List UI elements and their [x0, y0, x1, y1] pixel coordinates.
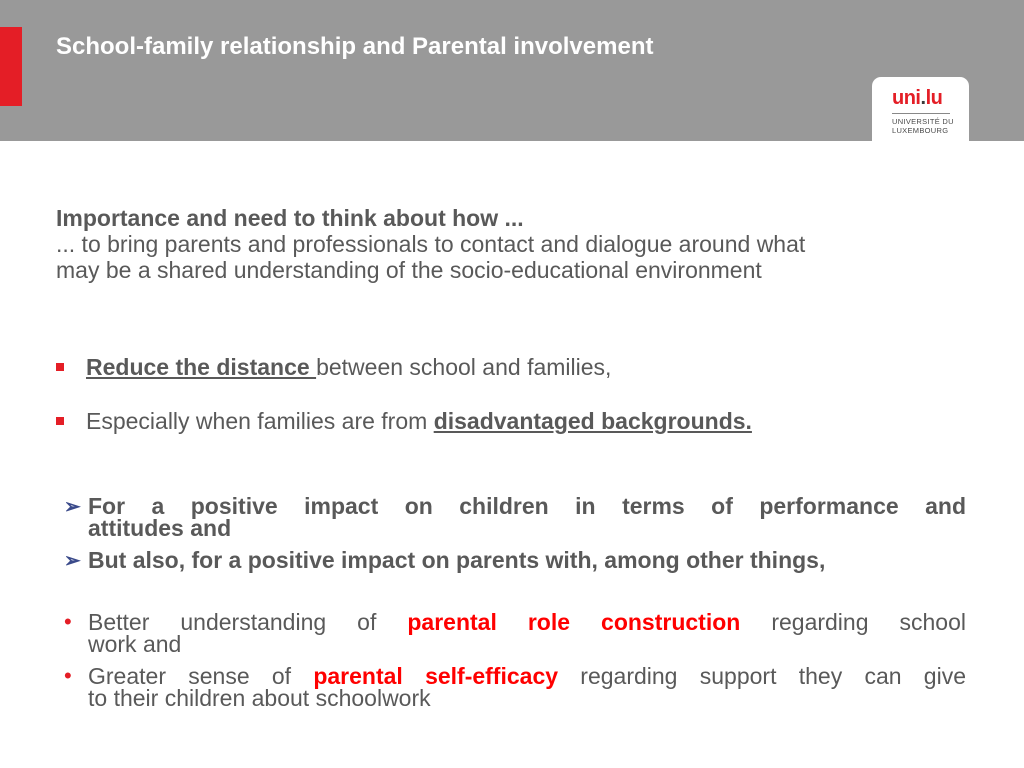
arrow-bullet-line-1: For a positive impact on children in terms of performance and [88, 493, 966, 519]
arrow-bullet-icon: ➢ [64, 550, 81, 572]
logo-subtitle [892, 117, 954, 135]
header-band [0, 0, 1024, 141]
dot-bullet-text [88, 665, 966, 709]
dot-bullet-text [88, 611, 966, 655]
emphasis-self-efficacy: parental self-efficacy [313, 663, 559, 689]
intro-line-2: may be a shared understanding of the socio-educational environment [56, 257, 762, 283]
intro-block [56, 205, 956, 283]
university-logo [872, 77, 969, 141]
arrow-bullet-item-2 [64, 549, 966, 573]
emphasis-reduce-distance: Reduce the distance [86, 354, 317, 380]
dot-bullet-line-2: to their children about schoolwork [88, 685, 431, 711]
emphasis-disadvantaged: disadvantaged backgrounds. [433, 408, 752, 434]
slide-title: School-family relationship and Parental involvement [56, 33, 654, 60]
arrow-bullet-line-2: attitudes and [88, 515, 232, 541]
logo-mark [892, 88, 942, 108]
dot-bullet-icon: • [64, 609, 72, 634]
arrow-bullet-line-1: But also, for a positive impact on parents with, among other things, [88, 547, 826, 573]
dot-bullet-lead: Better understanding of [88, 609, 408, 635]
logo-line-2: LUXEMBOURG [892, 126, 949, 135]
dot-bullet-item-1 [64, 611, 966, 657]
square-bullet-icon [56, 417, 64, 425]
square-bullet-text [86, 354, 611, 380]
arrow-bullet-icon: ➢ [64, 496, 81, 518]
dot-bullet-lead: Greater sense of [88, 663, 314, 689]
arrow-bullet-item-1 [64, 495, 966, 541]
square-bullet-lead: Especially when families are from [86, 408, 434, 434]
dot-bullet-icon: • [64, 663, 72, 688]
logo-line-1: UNIVERSITÉ DU [892, 117, 954, 126]
logo-mark-lu: lu [925, 87, 943, 109]
arrow-bullet-text [88, 549, 966, 571]
square-bullet-icon [56, 363, 64, 371]
intro-heading: Importance and need to think about how ... [56, 205, 524, 231]
dot-bullet-item-2 [64, 665, 966, 711]
logo-mark-uni: uni [892, 87, 921, 109]
logo-divider [892, 113, 950, 114]
red-accent-bar [0, 27, 22, 106]
dot-bullet-line-2: work and [88, 631, 182, 657]
emphasis-role-construction: parental role construction [407, 609, 741, 635]
intro-line-1: ... to bring parents and professionals to contact and dialogue around what [56, 231, 806, 257]
dot-bullet-rest: regarding support they can give [558, 663, 966, 689]
square-bullet-text [86, 408, 752, 434]
square-bullet-rest: between school and families, [316, 354, 612, 380]
logo-mark-dot: . [920, 87, 926, 109]
dot-bullet-rest: regarding school [740, 609, 966, 635]
dot-bullet-line-1 [88, 611, 966, 633]
dot-bullet-line-1 [88, 665, 966, 687]
arrow-bullet-text [88, 495, 966, 539]
